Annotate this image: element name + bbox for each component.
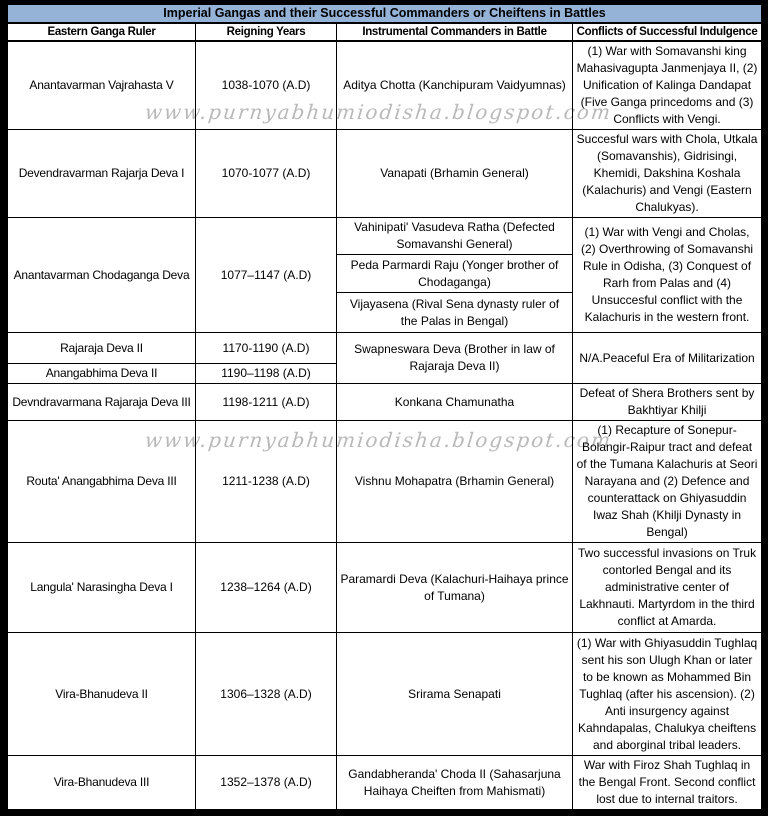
table-row (8, 218, 762, 255)
table-row (8, 421, 762, 543)
conflicts-cell: (1) War with Somavanshi king Mahasivagupta Janmenjaya II, (2) Unification of Kalinga Dandapat (Five Ganga princedoms and (3) Conflicts with Vengi. (573, 41, 762, 130)
years-cell: 1170-1190 (A.D) (196, 333, 337, 364)
table-title: Imperial Gangas and their Successful Commanders or Cheiftens in Battles (8, 5, 762, 24)
ruler-cell: Routa' Anangabhima Deva III (8, 421, 196, 543)
ruler-cell: Devndravarmana Rajaraja Deva III (8, 384, 196, 421)
years-cell: 1352–1378 (A.D) (196, 756, 337, 810)
years-cell: 1211-1238 (A.D) (196, 421, 337, 543)
conflicts-cell: (1) War with Ghiyasuddin Tughlaq sent his son Ulugh Khan or later to be known as Mohammed Bin Tughlaq (after his ascension). (2) Anti insurgency against Kahndapalas, Chalukya cheiftens and aborginal tribal leaders. (573, 633, 762, 756)
table-row (8, 333, 762, 364)
table-row (8, 384, 762, 421)
commander-cell: Konkana Chamunatha (337, 384, 573, 421)
commander-cell: Srirama Senapati (337, 633, 573, 756)
years-cell: 1306–1328 (A.D) (196, 633, 337, 756)
commander-cell: Gandabheranda' Choda II (Sahasarjuna Haihaya Cheiften from Mahismati) (337, 756, 573, 810)
commander-cell: Vijayasena (Rival Sena dynasty ruler of the Palas in Bengal) (337, 293, 573, 333)
conflicts-cell: N/A.Peaceful Era of Militarization (573, 333, 762, 384)
ruler-cell: Devendravarman Rajarja Deva I (8, 130, 196, 218)
years-cell: 1198-1211 (A.D) (196, 384, 337, 421)
header-conflicts: Conflicts of Successful Indulgence (573, 23, 762, 41)
table-header-row (8, 23, 762, 41)
commander-cell: Paramardi Deva (Kalachuri-Haihaya prince of Tumana) (337, 543, 573, 633)
imperial-gangas-table (7, 4, 762, 810)
ruler-cell: Rajaraja Deva II (8, 333, 196, 364)
commander-cell: Vishnu Mohapatra (Brhamin General) (337, 421, 573, 543)
conflicts-cell: (1) War with Vengi and Cholas, (2) Overthrowing of Somavanshi Rule in Odisha, (3) Conquest of Rarh from Palas and (4) Unsuccesful conflict with the Kalachuris in the western front. (573, 218, 762, 333)
years-cell: 1070-1077 (A.D) (196, 130, 337, 218)
ruler-cell: Vira-Bhanudeva II (8, 633, 196, 756)
header-eastern-ganga-ruler: Eastern Ganga Ruler (8, 23, 196, 41)
table-row (8, 130, 762, 218)
commander-cell: Vanapati (Brhamin General) (337, 130, 573, 218)
commander-cell: Peda Parmardi Raju (Yonger brother of Chodaganga) (337, 255, 573, 293)
header-instrumental-commanders: Instrumental Commanders in Battle (337, 23, 573, 41)
years-cell: 1038-1070 (A.D) (196, 41, 337, 130)
conflicts-cell: (1) Recapture of Sonepur-Bolangir-Raipur tract and defeat of the Tumana Kalachuris at Seori Narayana and (2) Defence and counterattack on Ghiyasuddin Iwaz Shah (Khilji Dynasty in Bengal) (573, 421, 762, 543)
watermark-text: www.purnyabhumiodisha.blogspot.com (143, 428, 614, 452)
watermark-text: www.purnyabhumiodisha.blogspot.com (143, 100, 614, 124)
years-cell: 1190–1198 (A.D) (196, 364, 337, 384)
ruler-cell: Anantavarman Chodaganga Deva (8, 218, 196, 333)
table-row (8, 543, 762, 633)
table-row (8, 41, 762, 130)
conflicts-cell: Two successful invasions on Truk contorled Bengal and its administrative center of Lakhnauti. Martyrdom in the third conflict at Amarda. (573, 543, 762, 633)
ruler-cell: Anangabhima Deva II (8, 364, 196, 384)
conflicts-cell: Succesful wars with Chola, Utkala (Somavanshis), Gidrisingi, Khemidi, Dakshina Koshala (Kalachuris) and Vengi (Eastern Chalukyas). (573, 130, 762, 218)
conflicts-cell: Defeat of Shera Brothers sent by Bakhtiyar Khilji (573, 384, 762, 421)
years-cell: 1238–1264 (A.D) (196, 543, 337, 633)
ruler-cell: Anantavarman Vajrahasta V (8, 41, 196, 130)
header-reigning-years: Reigning Years (196, 23, 337, 41)
commander-cell: Aditya Chotta (Kanchipuram Vaidyumnas) (337, 41, 573, 130)
ruler-cell: Vira-Bhanudeva III (8, 756, 196, 810)
commander-cell: Swapneswara Deva (Brother in law of Rajaraja Deva II) (337, 333, 573, 384)
table-row (8, 633, 762, 756)
commander-cell: Vahinipati' Vasudeva Ratha (Defected Somavanshi General) (337, 218, 573, 255)
ruler-cell: Langula' Narasingha Deva I (8, 543, 196, 633)
table-row (8, 5, 762, 24)
conflicts-cell: War with Firoz Shah Tughlaq in the Bengal Front. Second conflict lost due to internal traitors. (573, 756, 762, 810)
years-cell: 1077–1147 (A.D) (196, 218, 337, 333)
table-row (8, 756, 762, 810)
